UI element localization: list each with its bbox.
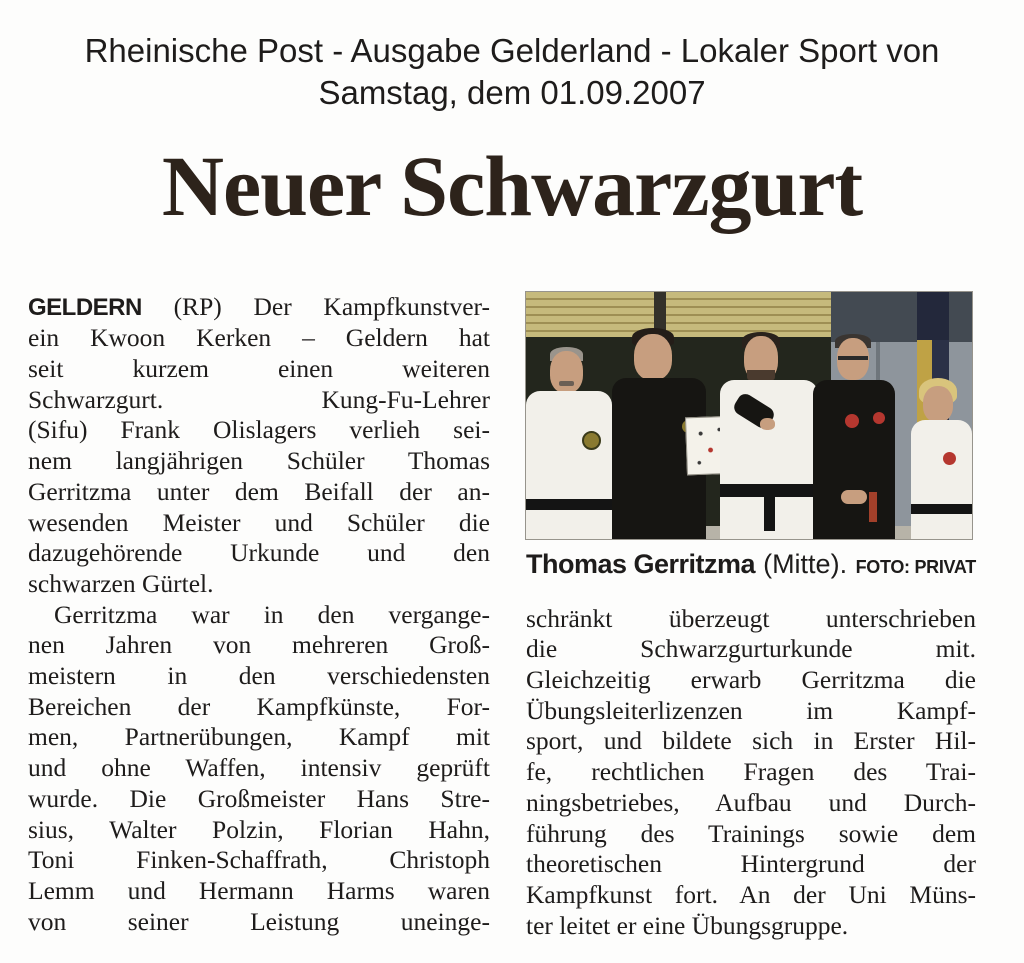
article-line: dazugehörende Urkunde und den — [28, 538, 490, 568]
masthead — [0, 0, 1024, 114]
article-line: Gerritzma unter dem Beifall der an- — [28, 476, 490, 506]
article-line: führung des Trainings sowie dem — [526, 818, 976, 848]
article-line: ter leitet er eine Übungsgruppe. — [526, 910, 849, 940]
article-line: seit kurzem einen weiteren — [28, 354, 490, 384]
person-gi — [526, 391, 612, 539]
article-line: Übungsleiterlizenzen im Kampf- — [526, 695, 976, 725]
photo-image — [526, 292, 972, 539]
article-line: schwarzen Gürtel. — [28, 568, 214, 598]
article-line: ein Kwoon Kerken – Geldern hat — [28, 323, 490, 353]
right-column-text — [526, 604, 976, 942]
clasped-hands — [841, 490, 867, 504]
person-uniform — [813, 380, 895, 539]
article-headline: Neuer Schwarzgurt — [161, 138, 863, 234]
article-line: sius, Walter Polzin, Florian Hahn, — [28, 814, 490, 844]
article-line: Gleichzeitig erwarb Gerritzma die — [526, 665, 976, 695]
article-line: die Schwarzgurturkunde mit. — [526, 634, 976, 664]
person-head — [634, 334, 672, 380]
article-line: schränkt überzeugt unterschrieben — [526, 603, 976, 633]
caption-name: Thomas Gerritzma — [526, 548, 756, 579]
club-badge — [873, 412, 885, 424]
photo-caption — [526, 549, 976, 580]
article-columns — [28, 292, 1004, 942]
article-line: Bereichen der Kampfkünste, For- — [28, 691, 490, 721]
belt-end — [764, 497, 775, 531]
article-line: von seiner Leistung uneinge- — [28, 906, 490, 936]
masthead-line1: Rheinische Post - Ausgabe Gelderland - Lokaler Sport von — [84, 32, 940, 69]
hand — [760, 418, 775, 430]
article-line: Lemm und Hermann Harms waren — [28, 875, 490, 905]
black-belt — [526, 499, 612, 510]
article-line: wurde. Die Großmeister Hans Stre- — [28, 783, 490, 813]
left-column — [28, 292, 490, 942]
person-white-gi-left — [526, 347, 618, 539]
article-line: Toni Finken-Schaffrath, Christoph — [28, 845, 490, 875]
masthead-line2: Samstag, dem 01.09.2007 — [318, 74, 706, 111]
black-belt — [911, 504, 972, 514]
agency-tag: (RP) — [173, 291, 222, 321]
article-line: Kampfkunst fort. An der Uni Müns- — [526, 879, 976, 909]
dateline: GELDERN — [28, 293, 142, 321]
mustache — [559, 381, 574, 386]
article-lead-line — [28, 292, 490, 324]
article-line: (Sifu) Frank Olislagers verlieh sei- — [28, 415, 490, 445]
club-badge — [943, 452, 956, 465]
article-line: men, Partnerübungen, Kampf mit — [28, 722, 490, 752]
person-gi — [911, 420, 972, 539]
article-line: theoretischen Hintergrund der — [526, 849, 976, 879]
person-head — [923, 386, 953, 422]
photo-credit: FOTO: PRIVAT — [855, 556, 976, 577]
article-line: ningsbetriebes, Aufbau und Durch- — [526, 787, 976, 817]
black-belt — [720, 484, 818, 497]
article-line: sport, und bildete sich in Erster Hil- — [526, 726, 976, 756]
pole-top — [917, 292, 949, 342]
person-black-uniform-right — [811, 334, 899, 539]
person-woman-white-gi — [911, 378, 972, 539]
article-line: nen Jahren von mehreren Groß- — [28, 630, 490, 660]
club-badge — [582, 431, 601, 450]
belt-end — [869, 492, 877, 522]
article-line: wesenden Meister und Schüler die — [28, 507, 490, 537]
left-column-text — [28, 323, 490, 937]
article-line: Schwarzgurt. Kung-Fu-Lehrer — [28, 384, 490, 414]
lead-line-text: Der Kampfkunstver- — [253, 291, 491, 321]
right-column — [526, 292, 976, 942]
article-line: nem langjährigen Schüler Thomas — [28, 446, 490, 476]
article-line: fe, rechtlichen Fragen des Trai- — [526, 757, 976, 787]
article-line: und ohne Waffen, intensiv geprüft — [28, 753, 490, 783]
article-line: Gerritzma war in den vergange- — [54, 599, 490, 629]
glasses — [838, 356, 868, 360]
club-badge — [845, 414, 859, 428]
person-head — [550, 351, 583, 393]
article-line: meistern in den verschiedensten — [28, 661, 490, 691]
person-certificate-holder — [716, 332, 826, 539]
caption-position: (Mitte). — [763, 548, 848, 579]
